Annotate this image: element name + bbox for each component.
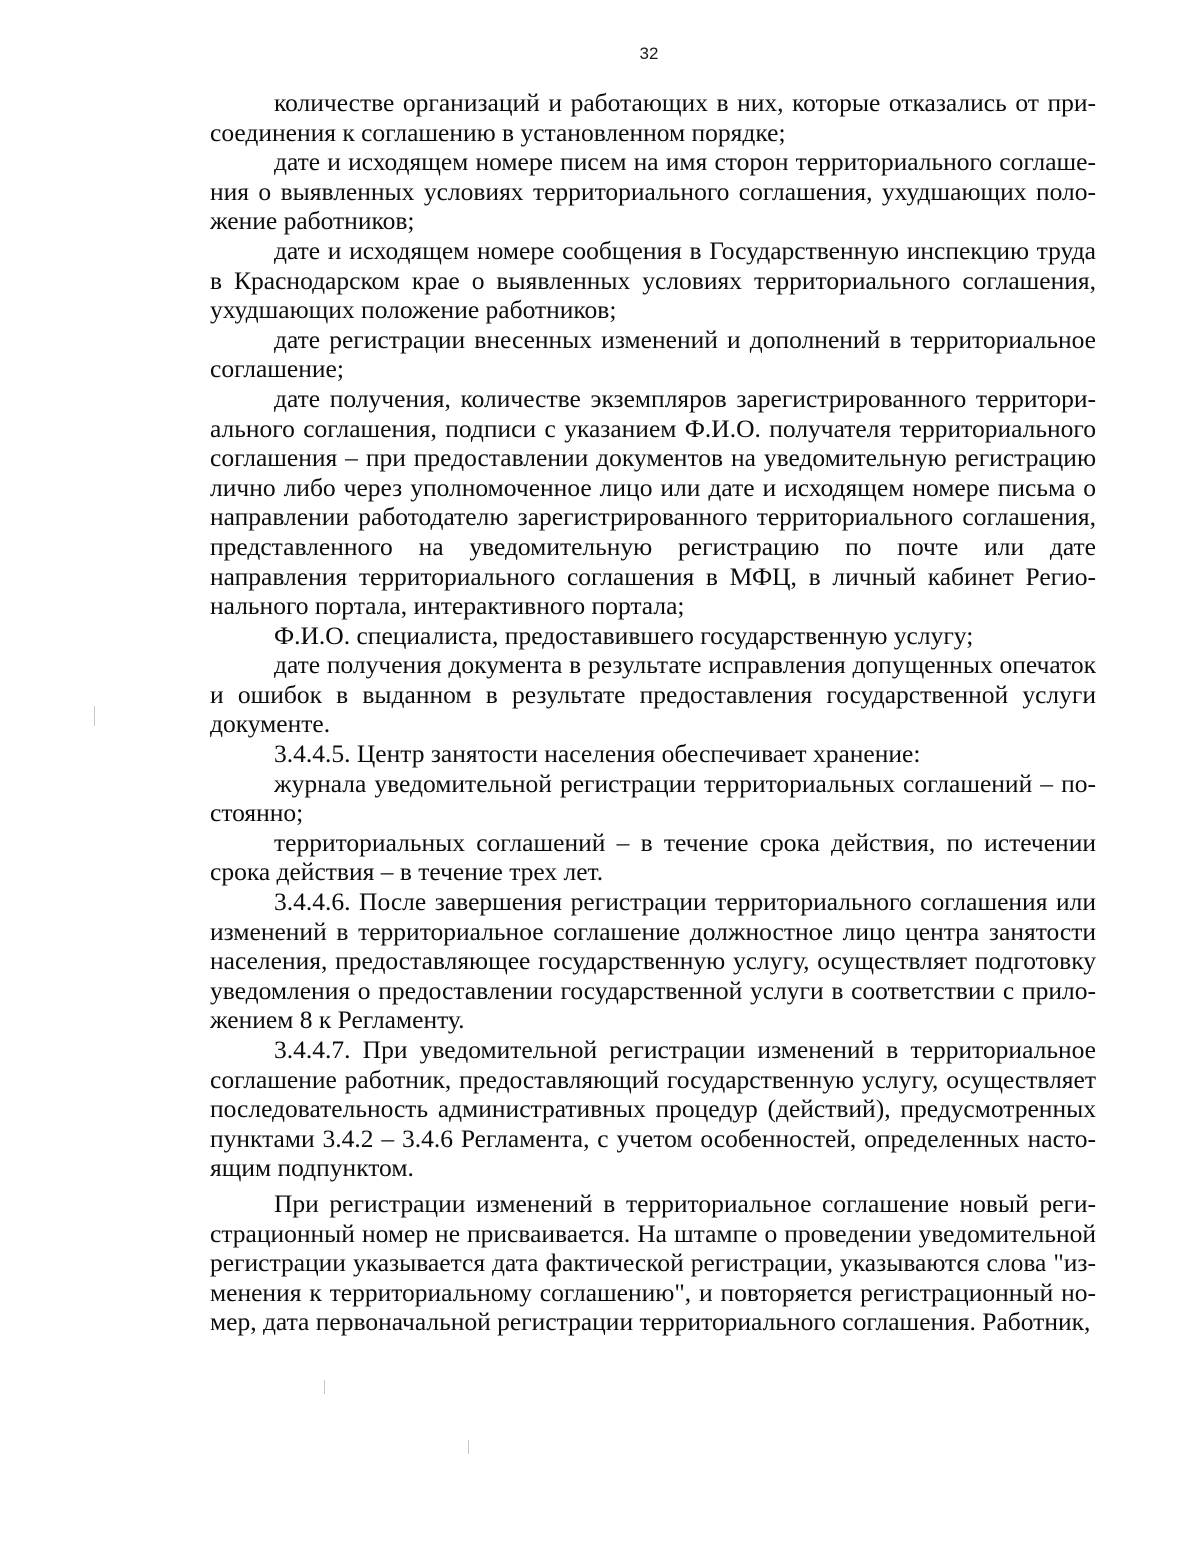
paragraph-3-4-4-5: 3.4.4.5. Центр занятости населения обеспечивает хранение: bbox=[274, 739, 921, 769]
scan-speck bbox=[324, 1380, 325, 1394]
page-number: 32 bbox=[639, 44, 659, 63]
paragraph-amendment-registration: При регистрации изменений в территориальное соглашение новый регистрационный номер не присваивается. На штампе о проведении уведомительной регистрации указывается дата фактической регистрации, указываются слова "изменения к территориальному соглашению", и повторяется регистрационный номер, дата первоначальной регистрации территориального соглашения. Работник, bbox=[210, 1188, 1096, 1337]
paragraph-amendments-registration-date: дате регистрации внесенных изменений и дополнений в территориальное соглашение; bbox=[210, 324, 1096, 384]
paragraph-receipt-date: дате получения, количестве экземпляров зарегистрированного территориального соглашения, подписи с указанием Ф.И.О. получателя территориального соглашения – при предоставлении документов на уведомительную регистрацию лично либо через уполномоченное лицо или дате и исходящем номере письма о направлении работодателю зарегистрированного территориального соглашения, представленного на уведомительную регистрацию по почте или дате направления территориального соглашения в МФЦ, в личный кабинет Регионального портала, интерактивного портала; bbox=[210, 383, 1096, 621]
document-body bbox=[210, 88, 1096, 1337]
paragraph-labor-inspection-message: дате и исходящем номере сообщения в Государственную инспекцию труда в Краснодарском крае о выявленных условиях территориального соглашения, ухудшающих положение работников; bbox=[210, 235, 1096, 325]
scan-speck bbox=[94, 706, 95, 726]
paragraph-letters-to-parties: дате и исходящем номере писем на имя сторон территориального соглашения о выявленных условиях территориального соглашения, ухудшающих положение работников; bbox=[210, 147, 1096, 236]
scan-speck bbox=[468, 1440, 469, 1454]
paragraph-3-4-4-7: 3.4.4.7. При уведомительной регистрации изменений в территориальное соглашение работник, предоставляющий государственную услугу, осуществляет последовательность административных процедур (действий), предусмотренных пунктами 3.4.2 – 3.4.6 Регламента, с учетом особенностей, определенных настоящим подпунктом. bbox=[210, 1035, 1096, 1183]
paragraph-journal-storage: журнала уведомительной регистрации территориальных соглашений – постоянно; bbox=[210, 768, 1096, 828]
paragraph-organizations-refused: количестве организаций и работающих в них, которые отказались от присоединения к соглашению в установленном порядке; bbox=[210, 88, 1096, 147]
paragraph-agreements-storage: территориальных соглашений – в течение срока действия, по истечении срока действия – в течение трех лет. bbox=[210, 827, 1096, 887]
paragraph-specialist-name: Ф.И.О. специалиста, предоставившего государственную услугу; bbox=[274, 620, 974, 650]
paragraph-correction-date: дате получения документа в результате исправления допущенных опечаток и ошибок в выданном в результате предоставления государственной услуги документе. bbox=[210, 650, 1096, 739]
paragraph-3-4-4-6: 3.4.4.6. После завершения регистрации территориального соглашения или изменений в территориальное соглашение должностное лицо центра занятости населения, предоставляющее государственную услугу, осуществляет подготовку уведомления о предоставлении государственной услуги в соответствии с приложением 8 к Регламенту. bbox=[210, 887, 1096, 1035]
